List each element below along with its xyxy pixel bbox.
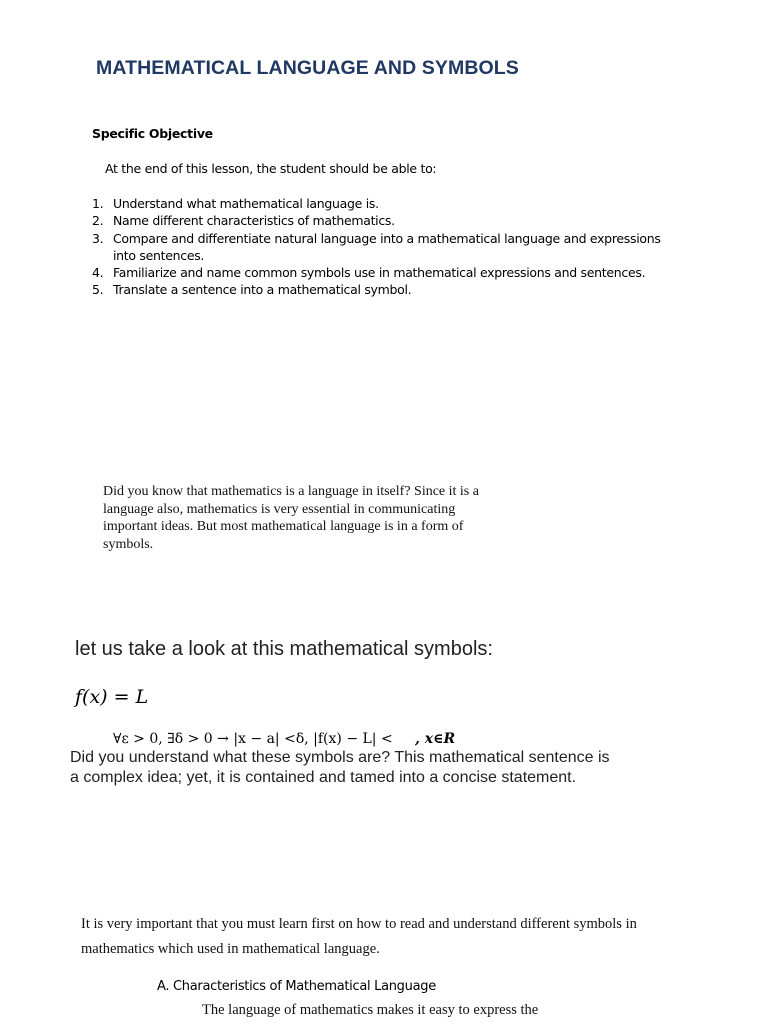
list-item	[92, 264, 662, 281]
list-item-text: Understand what mathematical language is.	[113, 196, 379, 211]
list-item	[92, 212, 662, 229]
list-item-number: 1.	[92, 196, 104, 211]
list-item-number: 4.	[92, 265, 104, 281]
function-expression-text: f(x) = L	[75, 686, 149, 708]
look-line: let us take a look at this mathematical symbols:	[75, 638, 493, 660]
formula-left: ∀ε > 0, ∃δ > 0 → |x − a| <δ, |f(x) − L| <	[113, 731, 393, 747]
list-item-text: Name different characteristics of mathematics.	[113, 213, 395, 229]
characteristics-paragraph: The language of mathematics makes it easy to express the	[202, 1002, 539, 1018]
list-item	[92, 195, 662, 212]
intro-text: At the end of this lesson, the student should be able to:	[105, 161, 437, 176]
list-item	[92, 230, 662, 265]
list-item-text: Familiarize and name common symbols use in mathematical expressions and sentences.	[113, 265, 646, 281]
list-item-number: 2.	[92, 213, 104, 229]
did-you-know-paragraph: Did you know that mathematics is a language in itself? Since it is a language also, mathematics is very essential in communicating important ideas. But most mathematical language is in a form of symbols.	[103, 484, 479, 552]
list-item-number: 5.	[92, 282, 104, 298]
formula-right: , x∈R	[415, 731, 456, 747]
page-title: MATHEMATICAL LANGUAGE AND SYMBOLS	[96, 57, 519, 79]
important-paragraph: It is very important that you must learn first on how to read and understand different symbols in mathematics which used in mathematical language.	[81, 916, 637, 957]
characteristics-heading: A. Characteristics of Mathematical Language	[157, 979, 436, 994]
objective-heading: Specific Objective	[92, 126, 213, 141]
list-item-number: 3.	[92, 230, 104, 246]
list-item-text: Translate a sentence into a mathematical symbol.	[113, 282, 412, 298]
function-expression	[75, 686, 148, 708]
list-item-text: Compare and differentiate natural language into a mathematical language and expressions into sentences.	[113, 230, 661, 263]
objectives-list	[92, 195, 662, 299]
understand-paragraph: Did you understand what these symbols are? This mathematical sentence is a complex idea; yet, it is contained and tamed into a concise statement.	[70, 749, 610, 786]
limit-definition-formula	[113, 731, 533, 747]
list-item	[92, 281, 662, 298]
